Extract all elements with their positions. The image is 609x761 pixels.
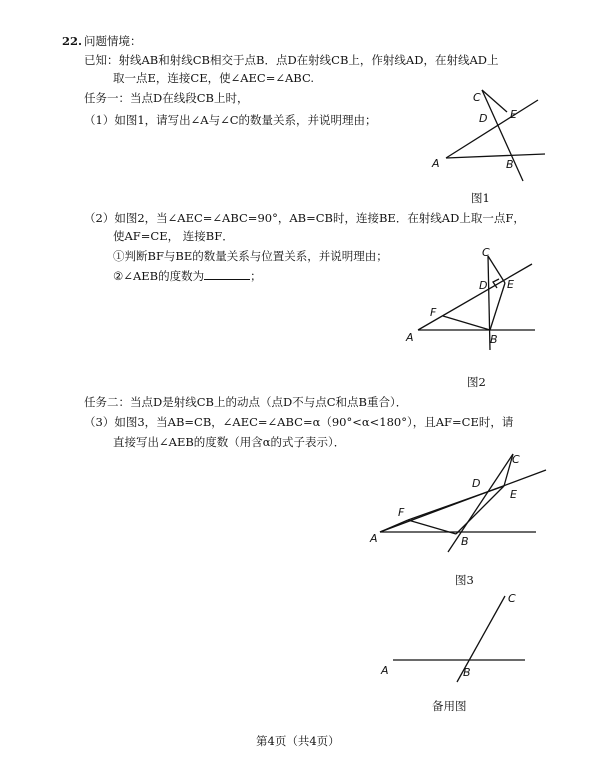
fig3-seg-af [380, 520, 408, 532]
fig2-label-b: B [490, 333, 498, 346]
fig3-seg-be [456, 486, 504, 534]
problem-number: 22. [62, 34, 83, 48]
question-2-sub-1: ①判断BF与BE的数量关系与位置关系，并说明理由； [113, 249, 388, 263]
fig3-label-f: F [398, 506, 405, 519]
question-2-sub-2-prefix: ②∠AEB的度数为 [113, 269, 205, 283]
fig1-caption: 图1 [471, 191, 490, 205]
figure-1 [420, 88, 560, 183]
answer-blank[interactable] [204, 268, 250, 280]
question-2-line-1: （2）如图2，当∠AEC=∠ABC=90°，AB=CB时，连接BE．在射线AD上取一点F， [84, 211, 525, 225]
problem-heading: 问题情境： [84, 34, 142, 48]
question-3-line-2: 直接写出∠AEB的度数（用含α的式子表示）． [113, 435, 346, 449]
given-line-2: 取一点E，连接CE，使∠AEC=∠ABC. [113, 71, 315, 85]
fig2-seg-ce [488, 256, 505, 283]
fig1-ray-ad [446, 100, 538, 158]
figure-3 [368, 450, 553, 560]
fig2-ray-ad [418, 264, 532, 330]
fig1-label-c: C [473, 91, 481, 104]
fig2-seg-bf [443, 316, 490, 330]
fig1-seg-ce [482, 90, 507, 112]
fig2-label-c: C [482, 246, 490, 259]
fig3-label-c: C [512, 453, 520, 466]
question-2-line-2: 使AF=CE， 连接BF． [113, 229, 234, 243]
given-line-1: 已知：射线AB和射线CB相交于点B．点D在射线CB上，作射线AD，在射线AD上 [84, 53, 499, 67]
fig3-label-b: B [461, 535, 469, 548]
task2-title: 任务二：当点D是射线CB上的动点（点D不与点C和点B重合）． [84, 395, 408, 409]
fig1-label-a: A [432, 157, 440, 170]
fig1-label-e: E [510, 108, 517, 121]
spare-label-b: B [463, 666, 471, 679]
fig2-label-e: E [507, 278, 514, 291]
question-2-sub-2 [113, 268, 262, 284]
fig3-caption: 图3 [455, 573, 474, 587]
fig3-label-e: E [510, 488, 517, 501]
fig2-label-d: D [479, 279, 488, 292]
fig2-caption: 图2 [467, 375, 486, 389]
fig2-label-f: F [430, 306, 437, 319]
fig3-label-a: A [370, 532, 378, 545]
fig2-seg-be [490, 283, 505, 330]
page-footer: 第4页（共4页） [256, 734, 340, 748]
fig3-label-d: D [472, 477, 481, 490]
question-2-sub-2-suffix: ； [250, 269, 262, 283]
fig1-ray-ab [446, 154, 545, 158]
figure-2 [400, 244, 550, 359]
fig1-label-b: B [506, 158, 514, 171]
question-3-line-1: （3）如图3，当AB=CB，∠AEC=∠ABC=α（90°<α<180°），且AF=CE时，请 [84, 415, 514, 429]
fig2-label-a: A [406, 331, 414, 344]
spare-caption: 备用图 [432, 699, 467, 713]
fig3-seg-fe [408, 486, 504, 520]
task1-title: 任务一：当点D在线段CB上时， [84, 91, 249, 105]
fig1-label-d: D [479, 112, 488, 125]
question-1: （1）如图1，请写出∠A与∠C的数量关系，并说明理由； [84, 113, 377, 127]
fig1-ray-cb [482, 90, 523, 181]
figure-spare [375, 590, 535, 685]
spare-label-a: A [381, 664, 389, 677]
spare-label-c: C [508, 592, 516, 605]
